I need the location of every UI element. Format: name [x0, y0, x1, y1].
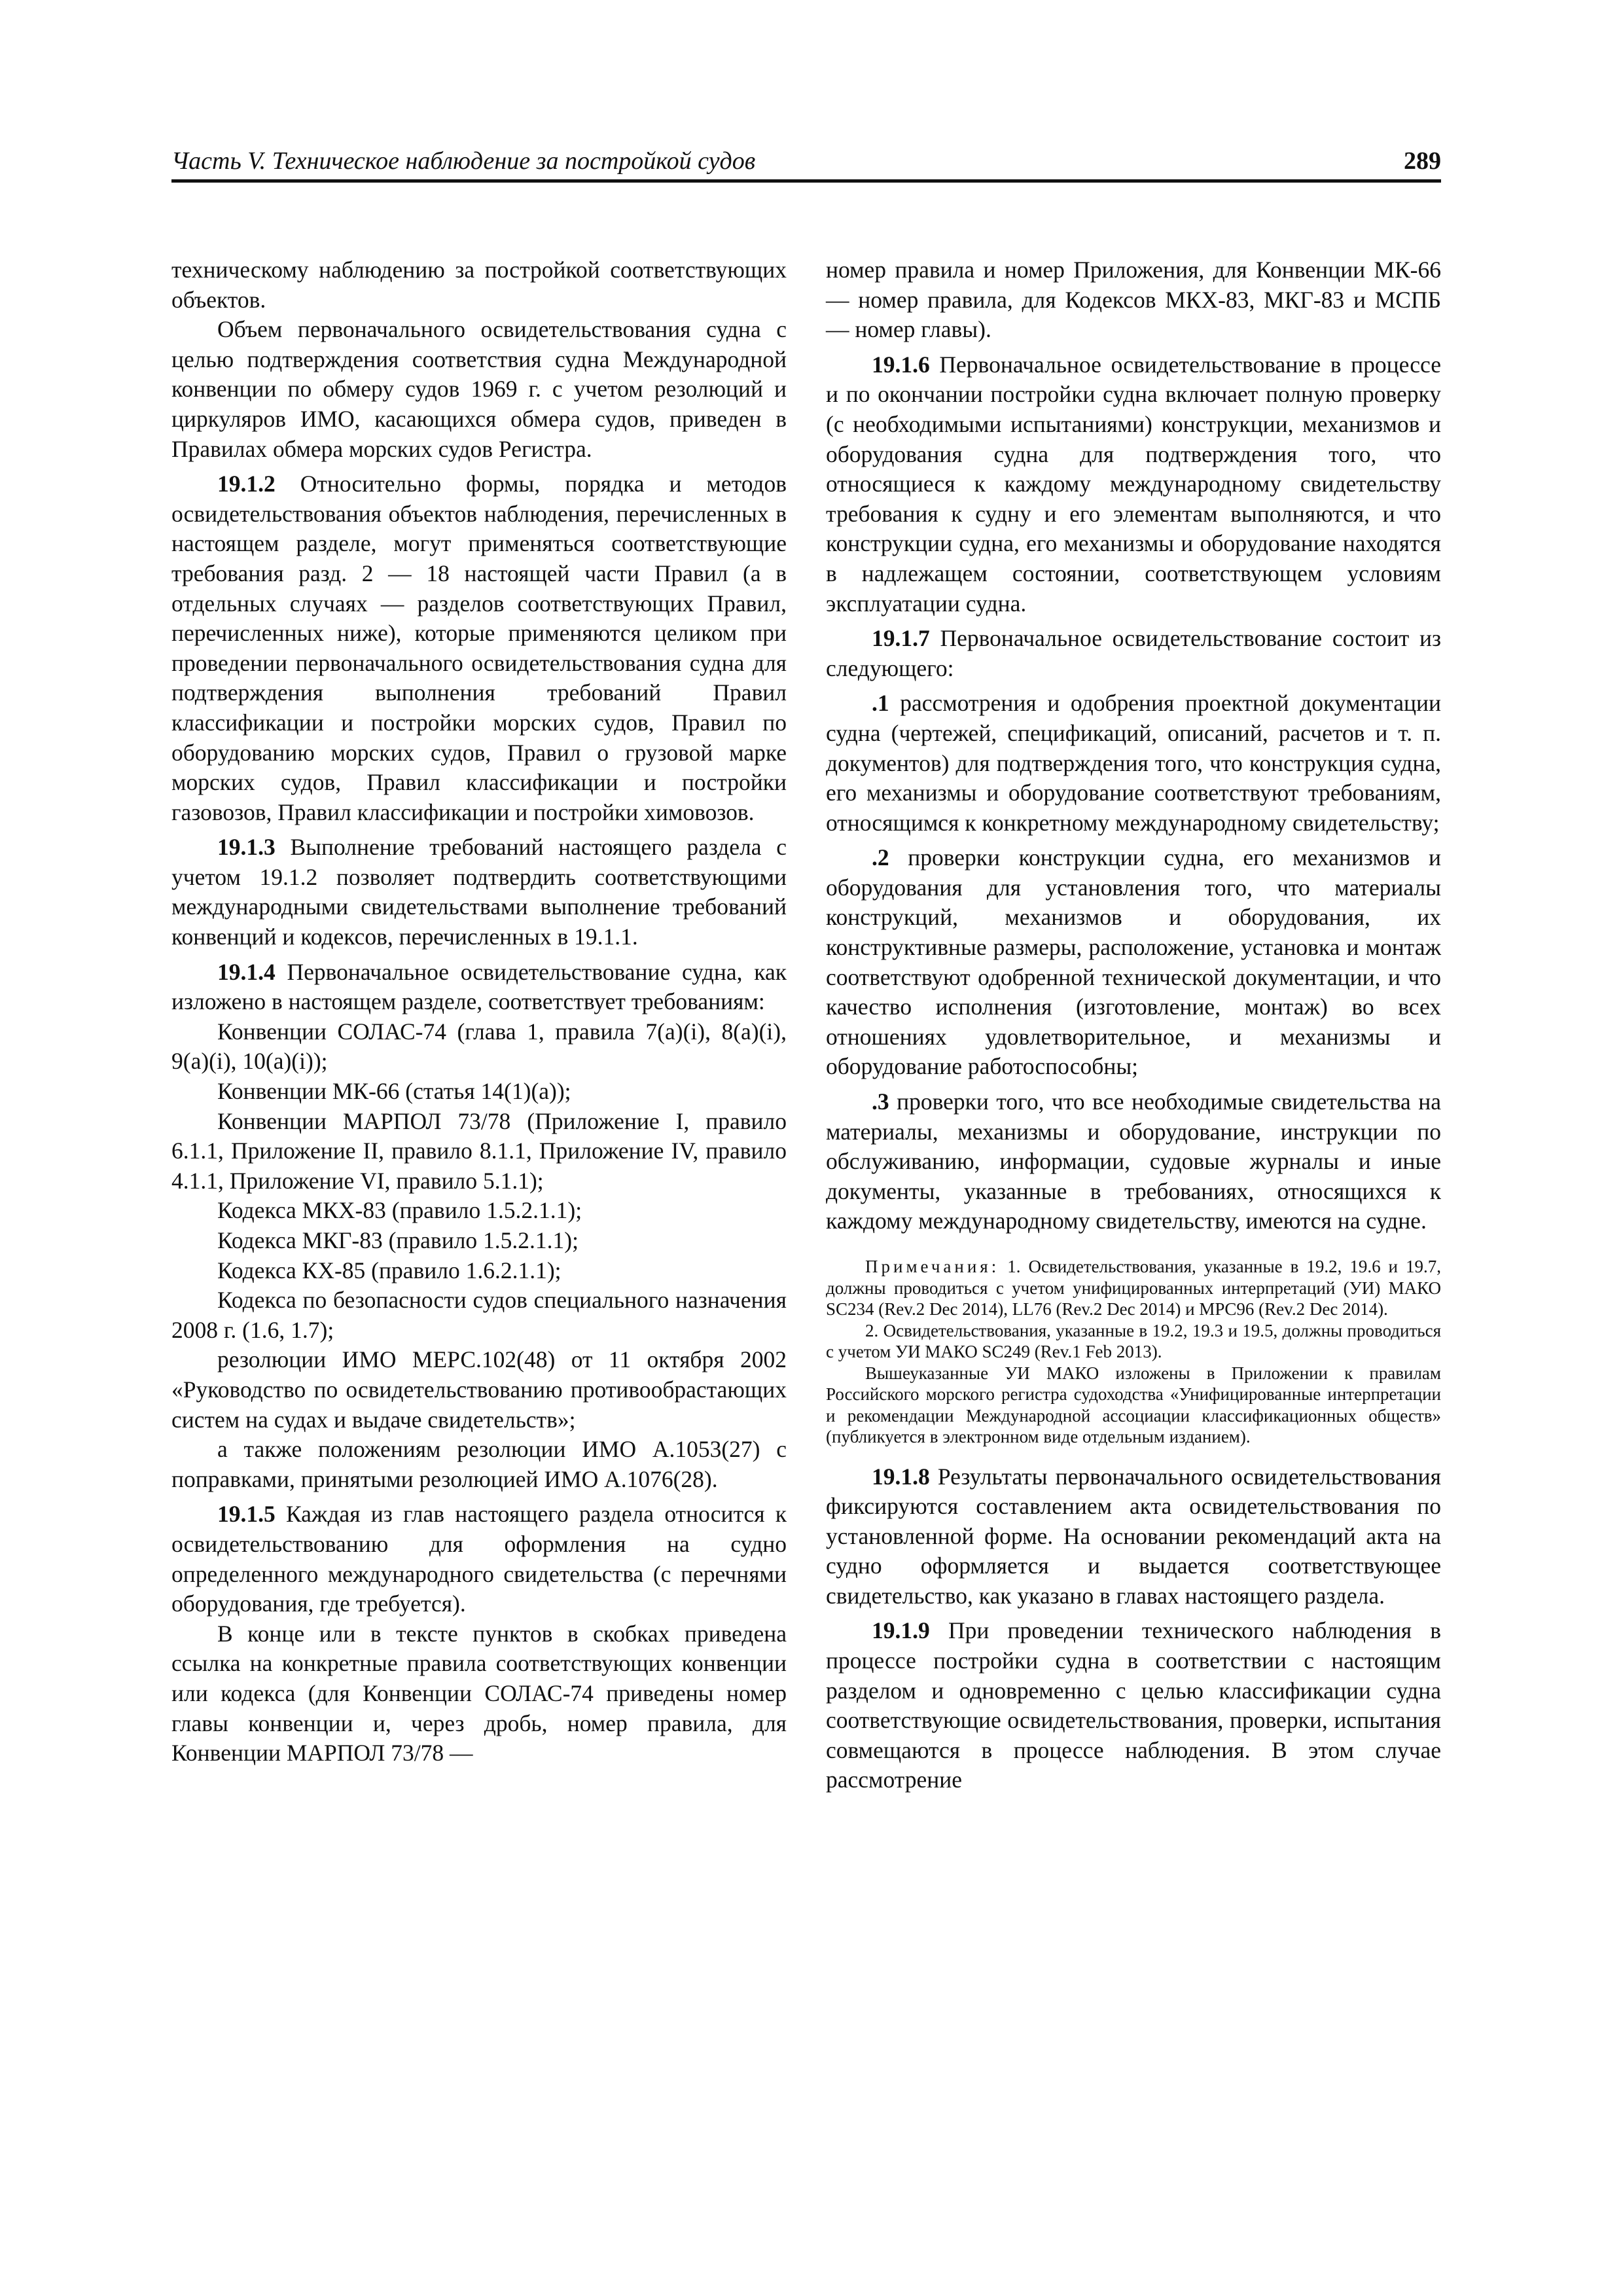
paragraph: техническому наблюдению за постройкой соответствующих объектов. — [171, 257, 787, 313]
clause-number: 19.1.7 — [872, 625, 930, 652]
clause-number: 19.1.8 — [872, 1463, 930, 1490]
clause-19-1-8: 19.1.8 Результаты первоначального освидетельствования фиксируются составлением акта освидетельствования по установленной форме. На основании рекомендаций акта на судно оформляется и выдается соответствующее свидетельство, как указано в главах настоящего раздела. — [826, 1463, 1441, 1609]
note-1: Примечания: 1. Освидетельствования, указанные в 19.2, 19.6 и 19.7, должны проводиться с учетом унифицированных интерпретаций (УИ) МАКО SC234 (Rev.2 Dec 2014), LL76 (Rev.2 Dec 2014) и MPC96 (Rev.2 Dec 2014). — [826, 1257, 1441, 1319]
clause-number: 19.1.9 — [872, 1617, 930, 1644]
clause-19-1-6: 19.1.6 Первоначальное освидетельствование в процессе и по окончании постройки судна включает полную проверку (с необходимыми испытаниями) конструкции, механизмов и оборудования судна для подтверждения того, что относящиеся к каждому международному свидетельству требования к судну и его элементам выполняются, и что конструкции судна, его механизмы и оборудование находятся в надлежащем состоянии, соответствующем условиям эксплуатации судна. — [826, 351, 1441, 617]
clause-19-1-5: 19.1.5 Каждая из глав настоящего раздела относится к освидетельствованию для оформления на судно определенного международного свидетельства (с перечнями оборудования, где требуется). — [171, 1501, 787, 1617]
paragraph: Объем первоначального освидетельствования судна с целью подтверждения соответствия судна Международной конвенции по обмеру судов 1969 г. с учетом резолюций и циркуляров ИМО, касающихся обмера судов, приведен в Правилах обмера морских судов Регистра. — [171, 316, 787, 462]
list-item: Кодекса КХ-85 (правило 1.6.2.1.1); — [217, 1257, 562, 1283]
clause-19-1-9: 19.1.9 При проведении технического наблюдения в процессе постройки судна в соответствии с настоящим разделом и одновременно с целью классификации судна соответствующие освидетельствования, проверки, испытания совмещаются в процессе наблюдения. В этом случае рассмотрение — [826, 1617, 1441, 1793]
list-item: резолюции ИМО МЕРС.102(48) от 11 октября 2002 «Руководство по освидетельствованию противообрастающих систем на судах и выдаче свидетельств»; — [171, 1346, 787, 1433]
clause-number: 19.1.2 — [217, 471, 276, 497]
list-item: Конвенции СОЛАС-74 (глава 1, правила 7(a)(i), 8(a)(i), 9(a)(i), 10(a)(i)); — [171, 1018, 787, 1075]
list-item: а также положениям резолюции ИМО А.1053(27) с поправками, принятыми резолюцией ИМО А.1076(28). — [171, 1436, 787, 1492]
notes-lead: Примечания: — [865, 1257, 1000, 1276]
left-column — [171, 255, 787, 1768]
list-item: Конвенции МК-66 (статья 14(1)(a)); — [217, 1078, 571, 1105]
paragraph: номер правила и номер Приложения, для Конвенции МК-66 — номер правила, для Кодексов МКХ-83, МКГ-83 и МСПБ — номер главы). — [826, 257, 1441, 343]
subitem-number: .3 — [872, 1088, 889, 1115]
clause-19-1-2: 19.1.2 Относительно формы, порядка и методов освидетельствования объектов наблюдения, перечисленных в настоящем разделе, могут применяться соответствующие требования разд. 2 — 18 настоящей части Правил (а в отдельных случаях — разделов соответствующих Правил, перечисленных ниже), которые применяются целиком при проведении первоначального освидетельствования судна для подтверждения выполнения требований Правил классификации и постройки морских судов, Правил по оборудованию морских судов, Правил о грузовой марке морских судов, Правил классификации и постройки газовозов, Правил классификации и постройки химовозов. — [171, 471, 787, 825]
list-item: Кодекса МКГ-83 (правило 1.5.2.1.1); — [217, 1227, 579, 1253]
clause-19-1-3: 19.1.3 Выполнение требований настоящего раздела с учетом 19.1.2 позволяет подтвердить соответствующими международными свидетельствами выполнение требований конвенций и кодексов, перечисленных в 19.1.1. — [171, 834, 787, 950]
clause-number: 19.1.5 — [217, 1501, 276, 1528]
list-item: Кодекса МКХ-83 (правило 1.5.2.1.1); — [217, 1197, 582, 1224]
subitem-3: .3 проверки того, что все необходимые свидетельства на материалы, механизмы и оборудование, инструкции по обслуживанию, информации, судовые журналы и иные документы, указанные в требованиях, относящихся к каждому международному свидетельству, имеются на судне. — [826, 1088, 1441, 1234]
paragraph: В конце или в тексте пунктов в скобках приведена ссылка на конкретные правила соответствующих конвенции или кодекса (для Конвенции СОЛАС-74 приведены номер главы конвенции и, через дробь, номер правила, для Конвенции МАРПОЛ 73/78 — — [171, 1620, 787, 1767]
clause-number: 19.1.4 — [217, 958, 276, 985]
list-item: Конвенции МАРПОЛ 73/78 (Приложение I, правило 6.1.1, Приложение II, правило 8.1.1, Приложение IV, правило 4.1.1, Приложение VI, правило 5.1.1); — [171, 1107, 787, 1194]
clause-number: 19.1.3 — [217, 834, 276, 861]
subitem-2: .2 проверки конструкции судна, его механизмов и оборудования для установления того, что материалы конструкций, механизмов и оборудования, их конструктивные размеры, расположение, установка и монтаж соответствуют одобренной технической документации, и что качество исполнения (изготовление, монтаж) во всех отношениях удовлетворительное, и механизмы и оборудование работоспособны; — [826, 844, 1441, 1080]
running-title: Часть V. Техническое наблюдение за постройкой судов — [171, 147, 756, 175]
subitem-number: .1 — [872, 690, 889, 717]
list-item: Кодекса по безопасности судов специального назначения 2008 г. (1.6, 1.7); — [171, 1287, 787, 1343]
right-column — [826, 255, 1441, 1795]
page-number: 289 — [1404, 147, 1441, 175]
clause-number: 19.1.6 — [872, 351, 930, 378]
note-3: Вышеуказанные УИ МАКО изложены в Приложении к правилам Российского морского регистра судоходства «Унифицированные интерпретации и рекомендации Международной ассоциации классификационных обществ» (публикуется в электронном виде отдельным изданием). — [826, 1363, 1441, 1446]
clause-19-1-7: 19.1.7 Первоначальное освидетельствование состоит из следующего: — [826, 625, 1441, 681]
notes-block — [826, 1256, 1441, 1448]
header-rule — [171, 179, 1441, 183]
subitem-number: .2 — [872, 844, 889, 871]
clause-19-1-4: 19.1.4 Первоначальное освидетельствование судна, как изложено в настоящем разделе, соответствует требованиям: — [171, 958, 787, 1015]
subitem-1: .1 рассмотрения и одобрения проектной документации судна (чертежей, спецификаций, описаний, расчетов и т. п. документов) для подтверждения того, что конструкция судна, его механизмы и оборудование соответствуют требованиям, относящимся к конкретному международному свидетельству; — [826, 690, 1441, 836]
note-2: 2. Освидетельствования, указанные в 19.2, 19.3 и 19.5, должны проводиться с учетом УИ МАКО SC249 (Rev.1 Feb 2013). — [826, 1320, 1441, 1361]
running-header — [171, 145, 1441, 178]
